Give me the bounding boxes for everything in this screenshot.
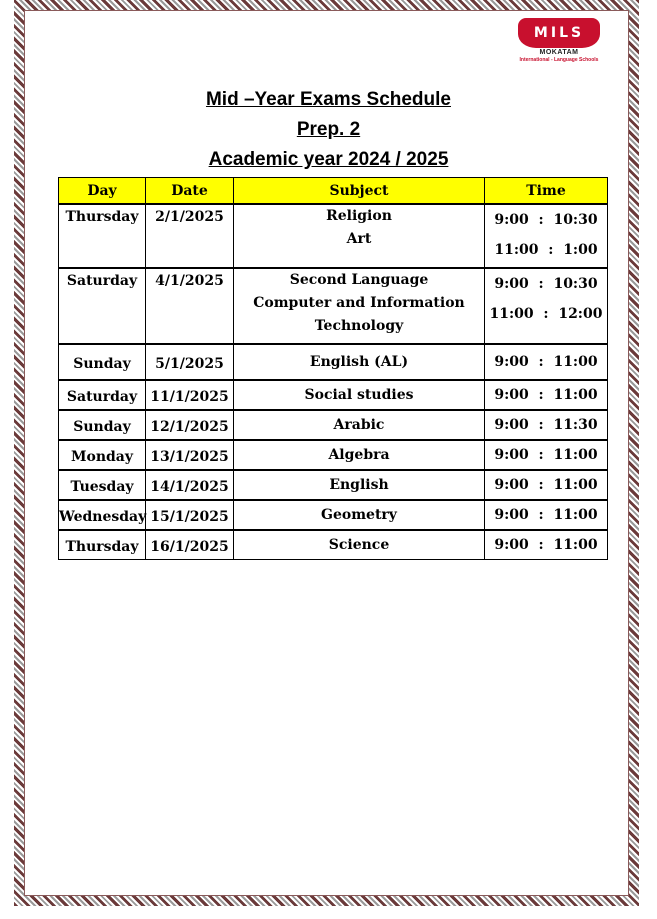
document-title: Mid –Year Exams Schedule	[205, 89, 451, 110]
cell-date: 5/1/2025	[146, 344, 234, 380]
cell-day: Wednesday	[59, 500, 146, 530]
cell-time	[485, 500, 608, 530]
subject-line: Art	[346, 231, 372, 247]
cell-day: Thursday	[59, 204, 146, 268]
cell-subject	[234, 500, 485, 530]
header-date: Date	[146, 178, 234, 205]
cell-date: 16/1/2025	[146, 530, 234, 560]
school-logo	[503, 18, 615, 66]
time-line: 9:00 : 11:00	[494, 477, 598, 493]
table-body	[59, 204, 608, 560]
table-row	[59, 344, 608, 380]
cell-time	[485, 440, 608, 470]
table-row	[59, 410, 608, 440]
table-row	[59, 440, 608, 470]
subject-line: Computer and Information	[253, 295, 465, 311]
time-line: 9:00 : 10:30	[494, 212, 598, 228]
cell-date: 13/1/2025	[146, 440, 234, 470]
cell-time	[485, 204, 608, 268]
cell-subject	[234, 410, 485, 440]
cell-date: 12/1/2025	[146, 410, 234, 440]
time-line: 9:00 : 11:00	[494, 447, 598, 463]
cell-time	[485, 380, 608, 410]
subject-line: Arabic	[333, 417, 385, 433]
cell-day: Saturday	[59, 380, 146, 410]
subject-line: Social studies	[304, 387, 414, 403]
subject-line: Science	[328, 537, 390, 553]
subject-line: English	[329, 477, 389, 493]
cell-day: Tuesday	[59, 470, 146, 500]
logo-shield-icon	[518, 18, 600, 48]
cell-day: Sunday	[59, 344, 146, 380]
subject-line: English (AL)	[309, 354, 409, 370]
table-row	[59, 530, 608, 560]
cell-subject	[234, 204, 485, 268]
cell-date: 15/1/2025	[146, 500, 234, 530]
time-line: 9:00 : 11:00	[494, 387, 598, 403]
cell-day: Monday	[59, 440, 146, 470]
table-row	[59, 204, 608, 268]
logo-brand: MILS	[533, 25, 585, 41]
subject-line: Second Language	[289, 272, 429, 288]
logo-line2: International - Language Schools	[519, 57, 599, 63]
academic-year-title: Academic year 2024 / 2025	[208, 149, 449, 170]
time-line: 11:00 : 12:00	[489, 306, 603, 322]
header-day: Day	[59, 178, 146, 205]
exam-schedule-table	[58, 177, 608, 560]
time-line: 9:00 : 11:30	[494, 417, 598, 433]
cell-subject	[234, 470, 485, 500]
cell-day: Thursday	[59, 530, 146, 560]
time-line: 9:00 : 11:00	[494, 537, 598, 553]
cell-date: 4/1/2025	[146, 268, 234, 344]
time-line: 9:00 : 10:30	[494, 276, 598, 292]
logo-line1: MOKATAM	[539, 49, 579, 56]
table-row	[59, 380, 608, 410]
cell-time	[485, 470, 608, 500]
cell-subject	[234, 440, 485, 470]
cell-subject	[234, 268, 485, 344]
subject-line: Geometry	[321, 507, 397, 523]
cell-subject	[234, 344, 485, 380]
cell-day: Saturday	[59, 268, 146, 344]
cell-time	[485, 268, 608, 344]
subject-line: Religion	[326, 208, 392, 224]
subject-line: Technology	[314, 318, 404, 334]
subject-line: Algebra	[328, 447, 390, 463]
cell-subject	[234, 380, 485, 410]
table-row	[59, 500, 608, 530]
time-line: 9:00 : 11:00	[494, 507, 598, 523]
cell-time	[485, 410, 608, 440]
cell-date: 2/1/2025	[146, 204, 234, 268]
table-row	[59, 268, 608, 344]
table-row	[59, 470, 608, 500]
cell-date: 11/1/2025	[146, 380, 234, 410]
cell-date: 14/1/2025	[146, 470, 234, 500]
time-line: 9:00 : 11:00	[494, 354, 598, 370]
cell-subject	[234, 530, 485, 560]
time-line: 11:00 : 1:00	[494, 242, 598, 258]
header-time: Time	[485, 178, 608, 205]
cell-day: Sunday	[59, 410, 146, 440]
cell-time	[485, 344, 608, 380]
cell-time	[485, 530, 608, 560]
header-subject: Subject	[234, 178, 485, 205]
grade-title: Prep. 2	[296, 119, 361, 140]
table-header-row	[59, 178, 608, 205]
